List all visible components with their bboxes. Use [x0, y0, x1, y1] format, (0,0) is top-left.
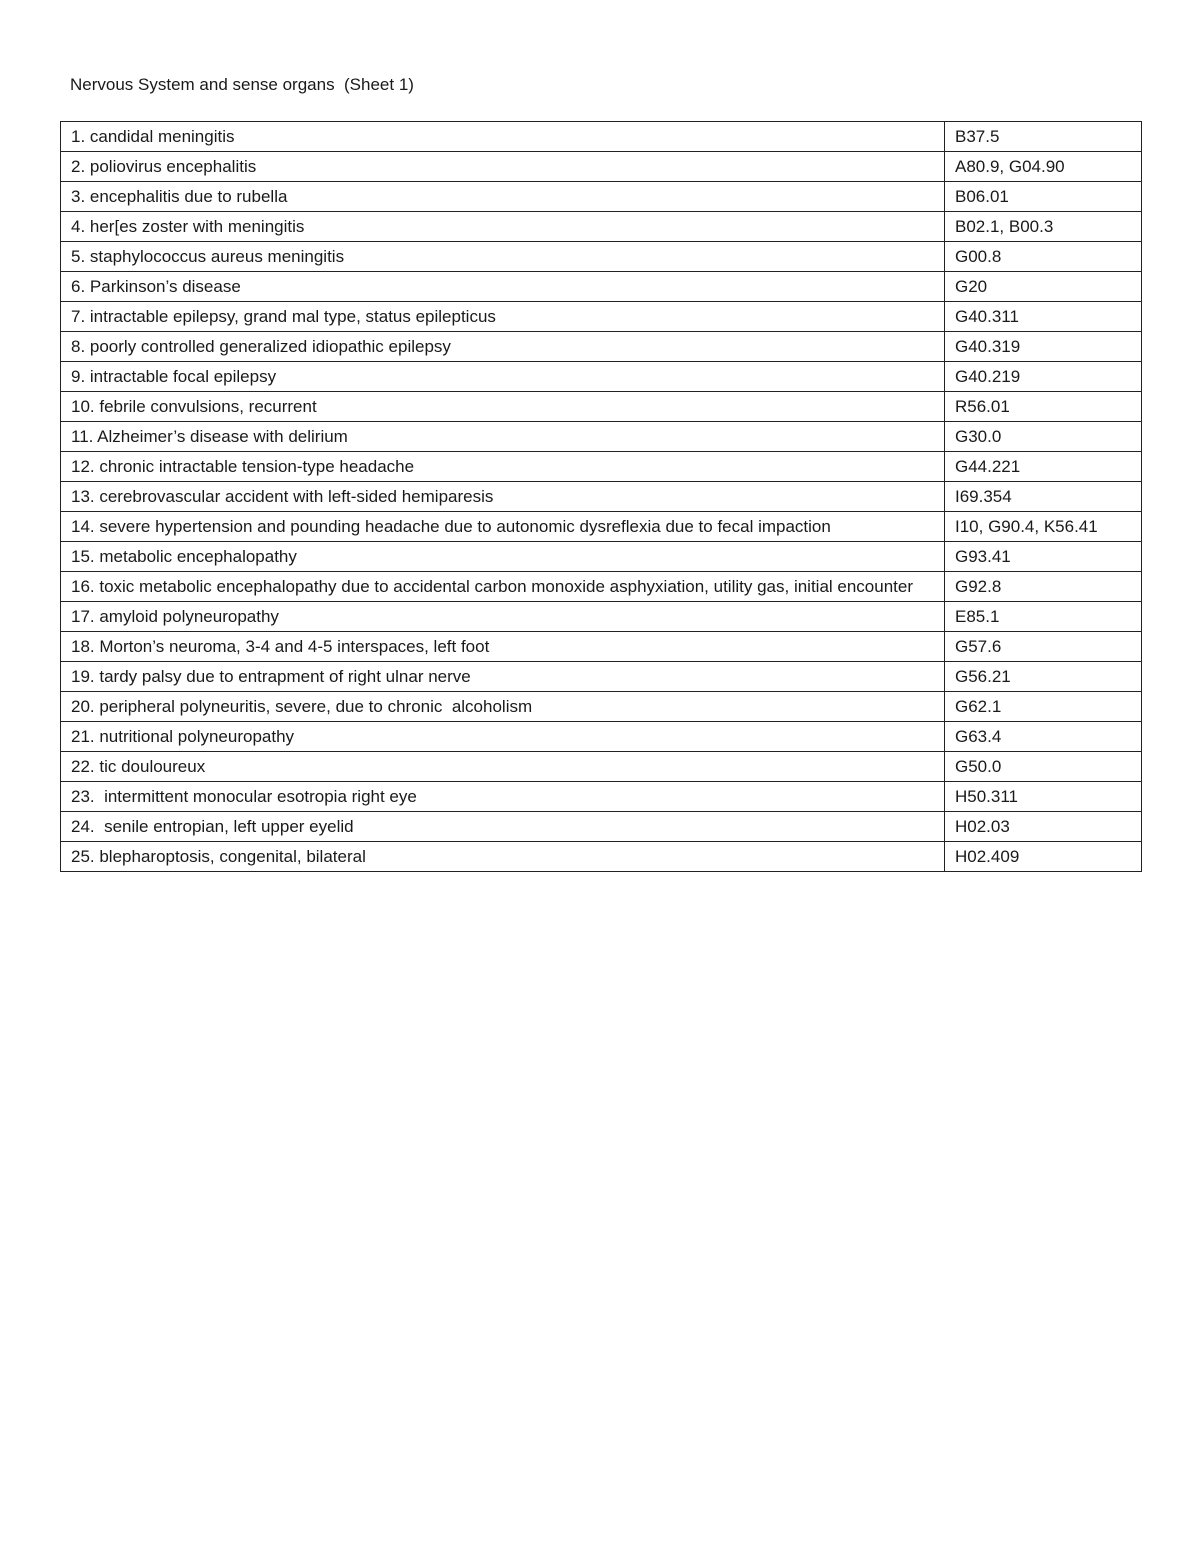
diagnosis-code: G56.21 — [945, 662, 1142, 692]
diagnosis-code: E85.1 — [945, 602, 1142, 632]
table-row — [61, 182, 1142, 212]
diagnosis-code: B02.1, B00.3 — [945, 212, 1142, 242]
diagnosis-codes-table-body — [61, 122, 1142, 872]
diagnosis-code: B06.01 — [945, 182, 1142, 212]
diagnosis-description: 4. her[es zoster with meningitis — [61, 212, 945, 242]
table-row — [61, 362, 1142, 392]
diagnosis-code: G40.319 — [945, 332, 1142, 362]
table-row — [61, 692, 1142, 722]
diagnosis-description: 14. severe hypertension and pounding headache due to autonomic dysreflexia due to fecal impaction — [61, 512, 945, 542]
table-row — [61, 452, 1142, 482]
diagnosis-code: G50.0 — [945, 752, 1142, 782]
diagnosis-code: G20 — [945, 272, 1142, 302]
table-row — [61, 632, 1142, 662]
diagnosis-description: 16. toxic metabolic encephalopathy due to accidental carbon monoxide asphyxiation, utility gas, initial encounter — [61, 572, 945, 602]
diagnosis-code: G00.8 — [945, 242, 1142, 272]
diagnosis-code: G93.41 — [945, 542, 1142, 572]
diagnosis-description: 11. Alzheimer’s disease with delirium — [61, 422, 945, 452]
diagnosis-description: 5. staphylococcus aureus meningitis — [61, 242, 945, 272]
diagnosis-code: G40.311 — [945, 302, 1142, 332]
diagnosis-codes-table — [60, 121, 1142, 872]
table-row — [61, 812, 1142, 842]
diagnosis-description: 2. poliovirus encephalitis — [61, 152, 945, 182]
diagnosis-description: 24. senile entropian, left upper eyelid — [61, 812, 945, 842]
table-row — [61, 152, 1142, 182]
table-row — [61, 842, 1142, 872]
diagnosis-description: 22. tic douloureux — [61, 752, 945, 782]
diagnosis-description: 23. intermittent monocular esotropia right eye — [61, 782, 945, 812]
diagnosis-description: 6. Parkinson’s disease — [61, 272, 945, 302]
diagnosis-description: 19. tardy palsy due to entrapment of right ulnar nerve — [61, 662, 945, 692]
diagnosis-code: H50.311 — [945, 782, 1142, 812]
table-row — [61, 542, 1142, 572]
diagnosis-code: G40.219 — [945, 362, 1142, 392]
diagnosis-code: I69.354 — [945, 482, 1142, 512]
page-title: Nervous System and sense organs (Sheet 1) — [70, 75, 414, 94]
table-row — [61, 512, 1142, 542]
table-row — [61, 242, 1142, 272]
table-row — [61, 122, 1142, 152]
table-row — [61, 422, 1142, 452]
diagnosis-code: H02.409 — [945, 842, 1142, 872]
diagnosis-code: G57.6 — [945, 632, 1142, 662]
diagnosis-description: 25. blepharoptosis, congenital, bilateral — [61, 842, 945, 872]
diagnosis-code: G62.1 — [945, 692, 1142, 722]
diagnosis-code: I10, G90.4, K56.41 — [945, 512, 1142, 542]
diagnosis-code: G44.221 — [945, 452, 1142, 482]
diagnosis-code: G92.8 — [945, 572, 1142, 602]
diagnosis-description: 9. intractable focal epilepsy — [61, 362, 945, 392]
diagnosis-description: 1. candidal meningitis — [61, 122, 945, 152]
table-row — [61, 722, 1142, 752]
diagnosis-description: 8. poorly controlled generalized idiopathic epilepsy — [61, 332, 945, 362]
diagnosis-code: A80.9, G04.90 — [945, 152, 1142, 182]
diagnosis-code: B37.5 — [945, 122, 1142, 152]
diagnosis-description: 20. peripheral polyneuritis, severe, due to chronic alcoholism — [61, 692, 945, 722]
diagnosis-code: H02.03 — [945, 812, 1142, 842]
table-row — [61, 272, 1142, 302]
diagnosis-description: 7. intractable epilepsy, grand mal type, status epilepticus — [61, 302, 945, 332]
diagnosis-description: 12. chronic intractable tension-type headache — [61, 452, 945, 482]
table-row — [61, 782, 1142, 812]
diagnosis-code: G63.4 — [945, 722, 1142, 752]
diagnosis-description: 3. encephalitis due to rubella — [61, 182, 945, 212]
table-row — [61, 482, 1142, 512]
diagnosis-description: 21. nutritional polyneuropathy — [61, 722, 945, 752]
table-row — [61, 662, 1142, 692]
table-row — [61, 302, 1142, 332]
diagnosis-description: 18. Morton’s neuroma, 3-4 and 4-5 interspaces, left foot — [61, 632, 945, 662]
table-row — [61, 392, 1142, 422]
table-row — [61, 602, 1142, 632]
table-row — [61, 752, 1142, 782]
diagnosis-description: 17. amyloid polyneuropathy — [61, 602, 945, 632]
table-row — [61, 212, 1142, 242]
diagnosis-description: 10. febrile convulsions, recurrent — [61, 392, 945, 422]
diagnosis-code: R56.01 — [945, 392, 1142, 422]
table-row — [61, 332, 1142, 362]
diagnosis-code: G30.0 — [945, 422, 1142, 452]
table-row — [61, 572, 1142, 602]
diagnosis-description: 15. metabolic encephalopathy — [61, 542, 945, 572]
diagnosis-description: 13. cerebrovascular accident with left-sided hemiparesis — [61, 482, 945, 512]
